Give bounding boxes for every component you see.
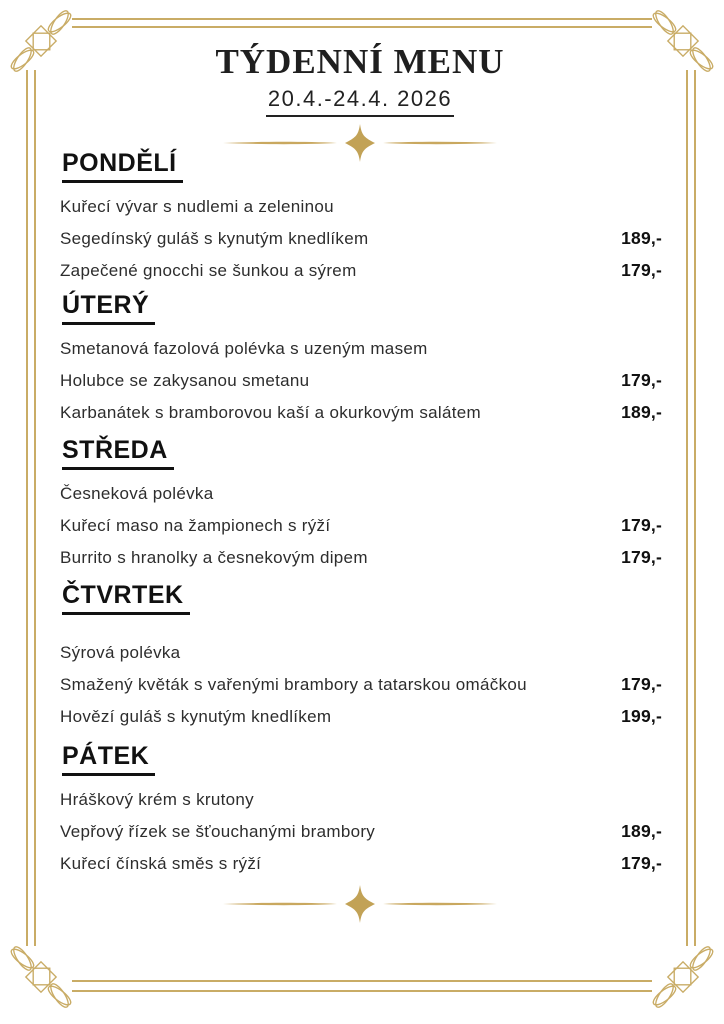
- frame-line-bottom-inner: [72, 980, 652, 982]
- menu-item-row: [60, 369, 662, 392]
- dish-name: Česneková polévka: [60, 484, 214, 503]
- dish-name: Smažený květák s vařenými brambory a tatarskou omáčkou: [60, 675, 527, 694]
- dish-name: Zapečené gnocchi se šunkou a sýrem: [60, 261, 357, 280]
- menu-days: [58, 149, 662, 875]
- date-range: 20.4.-24.4. 2026: [266, 86, 454, 117]
- day-section: [62, 291, 662, 424]
- dish-name: Burrito s hranolky a česnekovým dipem: [60, 548, 368, 567]
- day-items: [60, 196, 662, 282]
- corner-ornament-icon: [644, 938, 722, 1016]
- dish-price: 189,-: [621, 402, 662, 422]
- dish-name: Hráškový krém s krutony: [60, 790, 254, 809]
- dish-price: 199,-: [621, 706, 662, 726]
- dish-name: Vepřový řízek se šťouchanými brambory: [60, 822, 376, 841]
- frame-line-right-inner: [686, 70, 688, 946]
- menu-item-row: [60, 196, 662, 218]
- frame-line-left-outer: [26, 70, 28, 946]
- frame-line-right-outer: [694, 70, 696, 946]
- dish-name: Smetanová fazolová polévka s uzeným masem: [60, 339, 428, 358]
- day-items: [60, 789, 662, 875]
- frame-line-top-outer: [72, 18, 652, 20]
- dish-price: 179,-: [621, 260, 662, 280]
- day-items: [60, 338, 662, 424]
- dish-price: 179,-: [621, 370, 662, 390]
- dish-price: 179,-: [621, 547, 662, 567]
- day-items: [60, 642, 662, 728]
- menu-item-row: [60, 546, 662, 569]
- frame-line-left-inner: [34, 70, 36, 946]
- menu-item-row: [60, 483, 662, 505]
- page-title: TÝDENNÍ MENU: [215, 42, 505, 81]
- day-items: [60, 483, 662, 569]
- day-section: [62, 742, 662, 875]
- dish-price: 189,-: [621, 228, 662, 248]
- day-section: [62, 581, 662, 728]
- dish-name: Kuřecí vývar s nudlemi a zeleninou: [60, 197, 334, 216]
- dish-name: Kuřecí čínská směs s rýží: [60, 854, 262, 873]
- menu-item-row: [60, 673, 662, 696]
- menu-item-row: [60, 789, 662, 811]
- menu-item-row: [60, 705, 662, 728]
- corner-ornament-icon: [2, 938, 80, 1016]
- menu-item-row: [60, 259, 662, 282]
- bottom-divider: [58, 884, 662, 924]
- day-heading: ČTVRTEK: [62, 581, 190, 615]
- frame-line-top-inner: [72, 26, 652, 28]
- menu-content: [58, 36, 662, 924]
- menu-item-row: [60, 401, 662, 424]
- dish-name: Hovězí guláš s kynutým knedlíkem: [60, 707, 332, 726]
- four-pointed-star-icon: [215, 123, 505, 163]
- dish-price: 179,-: [621, 674, 662, 694]
- menu-item-row: [60, 820, 662, 843]
- dish-name: Sýrová polévka: [60, 643, 181, 662]
- day-section: [62, 149, 662, 282]
- day-section: [62, 436, 662, 569]
- dish-price: 179,-: [621, 853, 662, 873]
- day-heading: STŘEDA: [62, 436, 174, 470]
- dish-price: 189,-: [621, 821, 662, 841]
- dish-name: Holubce se zakysanou smetanu: [60, 371, 310, 390]
- menu-item-row: [60, 514, 662, 537]
- dish-name: Kuřecí maso na žampionech s rýží: [60, 516, 331, 535]
- menu-item-row: [60, 227, 662, 250]
- menu-item-row: [60, 852, 662, 875]
- day-heading: PONDĚLÍ: [62, 149, 183, 183]
- dish-name: Karbanátek s bramborovou kaší a okurkovým salátem: [60, 403, 481, 422]
- menu-item-row: [60, 338, 662, 360]
- dish-name: Segedínský guláš s kynutým knedlíkem: [60, 229, 369, 248]
- dish-price: 179,-: [621, 515, 662, 535]
- menu-item-row: [60, 642, 662, 664]
- day-heading: PÁTEK: [62, 742, 155, 776]
- four-pointed-star-icon: [215, 884, 505, 924]
- frame-line-bottom-outer: [72, 990, 652, 992]
- date-wrap: [58, 86, 662, 117]
- day-heading: ÚTERÝ: [62, 291, 155, 325]
